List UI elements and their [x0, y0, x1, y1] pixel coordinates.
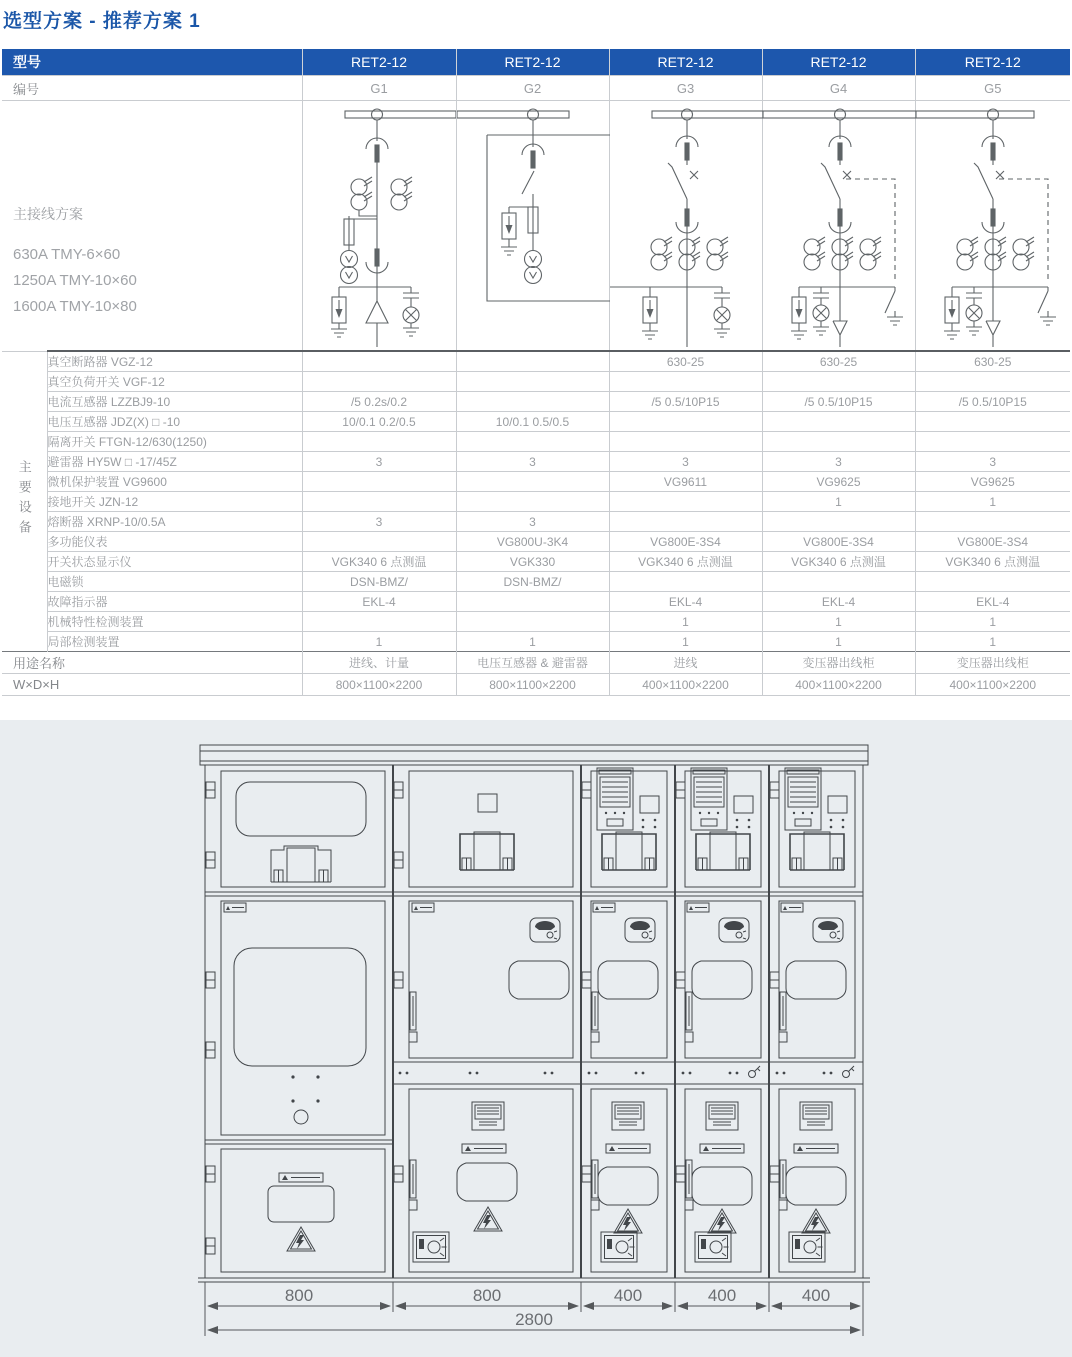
- diagram-cell-g2: [456, 101, 609, 352]
- equipment-name: 真空负荷开关 VGF-12: [47, 372, 302, 392]
- table-row: [2, 472, 1070, 492]
- equipment-value: 3: [302, 512, 456, 532]
- cabinet-5: [770, 768, 855, 1272]
- equipment-value: [456, 492, 609, 512]
- cabinet-4: [676, 768, 761, 1272]
- dimension-value: 400×1100×2200: [762, 674, 915, 696]
- equipment-value: [762, 512, 915, 532]
- equipment-value: 630-25: [609, 351, 762, 372]
- equipment-name: 开关状态显示仪: [47, 552, 302, 572]
- table-row: [2, 372, 1070, 392]
- scheme-title: 主接线方案: [13, 205, 83, 222]
- equipment-value: [302, 532, 456, 552]
- dimension-value: 400×1100×2200: [915, 674, 1070, 696]
- equipment-value: VGK340 6 点测温: [915, 552, 1070, 572]
- dimension-row: [2, 674, 1070, 696]
- single-line-diagram-g3: [610, 101, 763, 347]
- usage-value: 变压器出线柜: [762, 652, 915, 674]
- equipment-value: [609, 412, 762, 432]
- page-title: 选型方案 - 推荐方案 1: [3, 11, 201, 32]
- equipment-value: 3: [609, 452, 762, 472]
- dim-label-cab3: 400: [613, 1286, 643, 1305]
- scheme-label-cell: [2, 101, 302, 352]
- equipment-value: 1: [302, 632, 456, 652]
- number-value: G2: [456, 76, 609, 101]
- equipment-value: [762, 372, 915, 392]
- drawing-panel: [0, 720, 1072, 1357]
- equipment-value: EKL-4: [915, 592, 1070, 612]
- dim-label-total: 2800: [515, 1310, 553, 1329]
- equipment-name: 真空断路器 VGZ-12: [47, 351, 302, 372]
- equipment-name: 多功能仪表: [47, 532, 302, 552]
- usage-value: 进线、计量: [302, 652, 456, 674]
- equipment-value: [915, 412, 1070, 432]
- equipment-value: [302, 612, 456, 632]
- table-row: [2, 351, 1070, 372]
- cabinet-frames: [205, 765, 863, 1278]
- dimension-value: 400×1100×2200: [609, 674, 762, 696]
- equipment-value: VGK340 6 点测温: [609, 552, 762, 572]
- number-value: G5: [915, 76, 1070, 101]
- model-row: [2, 49, 1070, 76]
- dim-label-cab1: 800: [284, 1286, 314, 1305]
- number-row: [2, 76, 1070, 101]
- equipment-value: [762, 432, 915, 452]
- equipment-value: [456, 372, 609, 392]
- equipment-value: 3: [302, 452, 456, 472]
- equipment-value: 1: [762, 492, 915, 512]
- equipment-value: [456, 351, 609, 372]
- equipment-value: VG800U-3K4: [456, 532, 609, 552]
- dim-label-cab4: 400: [707, 1286, 737, 1305]
- equipment-value: [456, 392, 609, 412]
- equipment-value: [915, 432, 1070, 452]
- diagram-cell-g4: [762, 101, 915, 352]
- single-line-diagram-g2: [457, 101, 610, 347]
- equipment-group-text: 主要设备: [16, 459, 32, 540]
- table-row: [2, 412, 1070, 432]
- equipment-value: [915, 372, 1070, 392]
- equipment-value: 3: [456, 452, 609, 472]
- table-row: [2, 632, 1070, 652]
- equipment-value: [302, 472, 456, 492]
- equipment-value: /5 0.2s/0.2: [302, 392, 456, 412]
- equipment-value: VGK330: [456, 552, 609, 572]
- equipment-value: 1: [915, 492, 1070, 512]
- busbar-spec: 1250A TMY-10×60: [13, 271, 137, 289]
- equipment-name: 电磁锁: [47, 572, 302, 592]
- equipment-value: [456, 592, 609, 612]
- equipment-value: 630-25: [762, 351, 915, 372]
- equipment-value: 1: [762, 612, 915, 632]
- equipment-value: [456, 612, 609, 632]
- busbar-spec: 1600A TMY-10×80: [13, 297, 137, 315]
- model-value: RET2-12: [915, 49, 1070, 76]
- table-row: [2, 432, 1070, 452]
- equipment-name: 电流互感器 LZZBJ9-10: [47, 392, 302, 412]
- equipment-value: [302, 492, 456, 512]
- usage-row: [2, 652, 1070, 674]
- equipment-value: VG800E-3S4: [609, 532, 762, 552]
- equipment-value: 3: [762, 452, 915, 472]
- equipment-name: 避雷器 HY5W □ -17/45Z: [47, 452, 302, 472]
- table-row: [2, 612, 1070, 632]
- equipment-value: [609, 372, 762, 392]
- equipment-name: 机械特性检测装置: [47, 612, 302, 632]
- equipment-value: [609, 512, 762, 532]
- equipment-value: VGK340 6 点测温: [762, 552, 915, 572]
- number-value: G3: [609, 76, 762, 101]
- equipment-value: VG9611: [609, 472, 762, 492]
- table-row: [2, 592, 1070, 612]
- model-value: RET2-12: [456, 49, 609, 76]
- single-line-diagram-g5: [916, 101, 1069, 347]
- equipment-value: /5 0.5/10P15: [762, 392, 915, 412]
- dimension-value: 800×1100×2200: [302, 674, 456, 696]
- usage-value: 变压器出线柜: [915, 652, 1070, 674]
- equipment-name: 熔断器 XRNP-10/0.5A: [47, 512, 302, 532]
- equipment-group-label: [2, 351, 47, 652]
- table-row: [2, 512, 1070, 532]
- cabinet-1: [206, 771, 385, 1272]
- main-scheme-row: [2, 101, 1070, 352]
- equipment-value: 1: [762, 632, 915, 652]
- equipment-value: [915, 572, 1070, 592]
- equipment-value: /5 0.5/10P15: [609, 392, 762, 412]
- dim-label-cab2: 800: [472, 1286, 502, 1305]
- equipment-value: EKL-4: [762, 592, 915, 612]
- equipment-name: 局部检测装置: [47, 632, 302, 652]
- equipment-value: VGK340 6 点测温: [302, 552, 456, 572]
- equipment-value: [609, 492, 762, 512]
- equipment-value: DSN-BMZ/: [302, 572, 456, 592]
- table-row: [2, 392, 1070, 412]
- table-row: [2, 532, 1070, 552]
- equipment-value: VG800E-3S4: [762, 532, 915, 552]
- equipment-value: [609, 572, 762, 592]
- equipment-value: [915, 512, 1070, 532]
- cabinet-elevation-drawing: [0, 720, 1072, 1357]
- equipment-value: [456, 472, 609, 492]
- equipment-name: 电压互感器 JDZ(X) □ -10: [47, 412, 302, 432]
- single-line-diagram-g1: [303, 101, 456, 347]
- table-row: [2, 572, 1070, 592]
- equipment-value: [456, 432, 609, 452]
- number-row-label: 编号: [2, 76, 302, 101]
- equipment-value: [762, 572, 915, 592]
- table-row: [2, 492, 1070, 512]
- equipment-value: 10/0.1 0.5/0.5: [456, 412, 609, 432]
- floor-line: [198, 1278, 870, 1282]
- equipment-value: 3: [456, 512, 609, 532]
- model-value: RET2-12: [762, 49, 915, 76]
- equipment-value: EKL-4: [302, 592, 456, 612]
- dimension-lines: [205, 1282, 863, 1336]
- equipment-name: 故障指示器: [47, 592, 302, 612]
- number-value: G1: [302, 76, 456, 101]
- equipment-value: VG9625: [762, 472, 915, 492]
- dimension-row-label: W×D×H: [2, 674, 302, 696]
- usage-row-label: 用途名称: [2, 652, 302, 674]
- equipment-value: 1: [609, 632, 762, 652]
- busbar-spec: 630A TMY-6×60: [13, 245, 121, 263]
- diagram-cell-g1: [302, 101, 456, 352]
- equipment-value: 630-25: [915, 351, 1070, 372]
- equipment-value: 1: [609, 612, 762, 632]
- equipment-value: [302, 372, 456, 392]
- number-value: G4: [762, 76, 915, 101]
- equipment-value: VG9625: [915, 472, 1070, 492]
- equipment-name: 隔离开关 FTGN-12/630(1250): [47, 432, 302, 452]
- model-value: RET2-12: [609, 49, 762, 76]
- equipment-name: 微机保护装置 VG9600: [47, 472, 302, 492]
- equipment-value: VG800E-3S4: [915, 532, 1070, 552]
- equipment-value: 3: [915, 452, 1070, 472]
- diagram-cell-g5: [915, 101, 1070, 352]
- equipment-value: 1: [915, 612, 1070, 632]
- model-value: RET2-12: [302, 49, 456, 76]
- equipment-value: /5 0.5/10P15: [915, 392, 1070, 412]
- equipment-value: [302, 432, 456, 452]
- cabinet-3: [582, 768, 667, 1272]
- diagram-cell-g3: [609, 101, 762, 352]
- usage-value: 电压互感器 & 避雷器: [456, 652, 609, 674]
- single-line-diagram-g4: [763, 101, 916, 347]
- equipment-value: 1: [915, 632, 1070, 652]
- equipment-value: 1: [456, 632, 609, 652]
- equipment-value: 10/0.1 0.2/0.5: [302, 412, 456, 432]
- equipment-value: EKL-4: [609, 592, 762, 612]
- equipment-value: [762, 412, 915, 432]
- cabinet-2: [394, 771, 573, 1272]
- table-row: [2, 452, 1070, 472]
- equipment-value: [302, 351, 456, 372]
- cabinet-roof: [200, 745, 868, 765]
- equipment-value: DSN-BMZ/: [456, 572, 609, 592]
- table-row: [2, 552, 1070, 572]
- usage-value: 进线: [609, 652, 762, 674]
- equipment-value: [609, 432, 762, 452]
- dim-label-cab5: 400: [801, 1286, 831, 1305]
- model-row-label: 型号: [2, 49, 302, 76]
- selection-table: [2, 49, 1070, 696]
- dimension-value: 800×1100×2200: [456, 674, 609, 696]
- equipment-name: 接地开关 JZN-12: [47, 492, 302, 512]
